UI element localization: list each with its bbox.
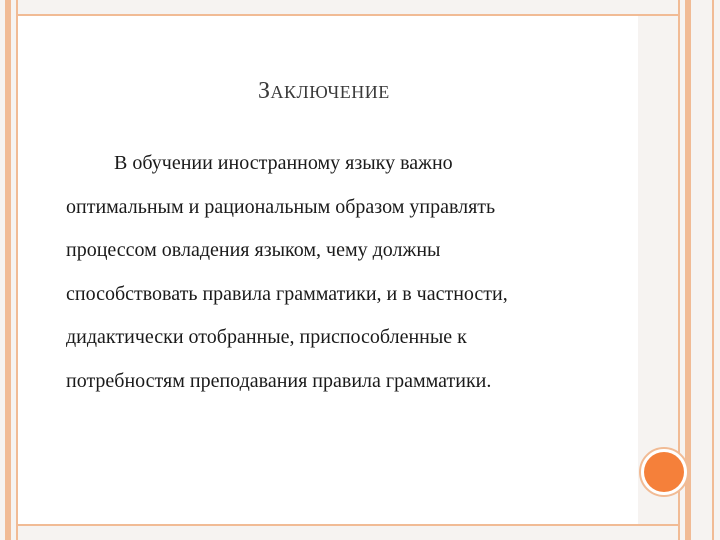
- paragraph-line: оптимальным и рациональным образом управлять: [66, 195, 496, 218]
- left-border-thick: [5, 0, 11, 540]
- bottom-border: [16, 524, 680, 526]
- paragraph-line: процессом овладения языком, чему должны: [66, 239, 441, 261]
- right-border-edge: [712, 0, 714, 540]
- paragraph-line: дидактически отобранные, приспособленные к: [66, 326, 467, 348]
- paragraph-line: В обучении иностранному языку важно: [114, 152, 453, 174]
- top-border: [16, 14, 680, 16]
- slide-title: [258, 78, 390, 105]
- title-rest: АКЛЮЧЕНИЕ: [270, 82, 390, 102]
- title-initial: З: [258, 78, 271, 104]
- decorative-circle-icon: [644, 452, 684, 492]
- slide-paragraph: [66, 142, 626, 403]
- paragraph-line: потребностям преподавания правила грамматики.: [66, 369, 492, 392]
- paragraph-line: способствовать правила грамматики, и в частности,: [66, 282, 508, 305]
